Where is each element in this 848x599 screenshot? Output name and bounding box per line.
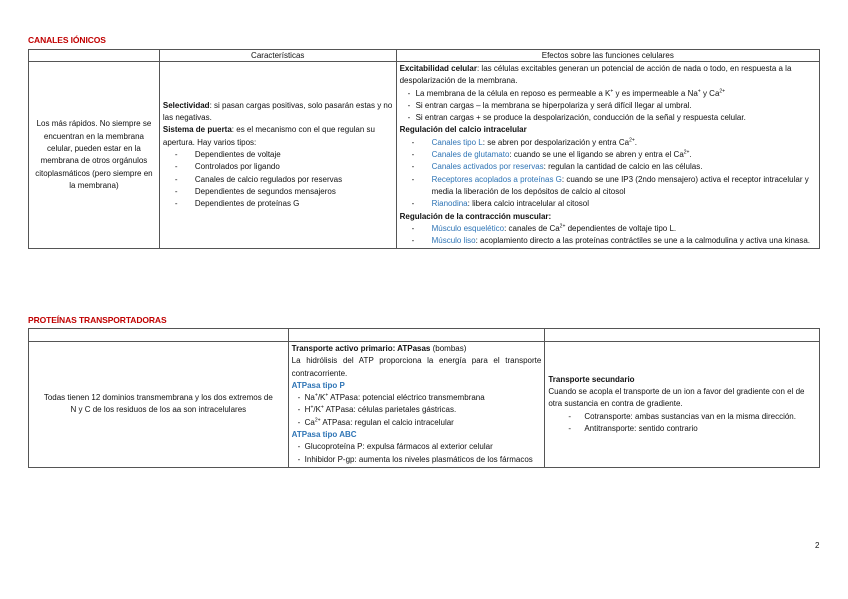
- canales-efectos: Excitabilidad celular: las células excitables generan un potencial de acción de nada o todo, en respuesta a la despolarización de la membrana. - La membrana de la célula en reposo es permeable a K+ y es impermeable a Na+ y $Ca^{2+}$ - Si entran cargas – la membrana se hiperpolariza y será difícil llegar al umbral. - Si entran cargas + se produce la despolarización, conducción de la señal y respuesta celular. Regulación del calcio intracelular - Canales tipo L: se abren por despolarización y entra $Ca^{2+}$. - Canales de glutamato: cuando se une el ligando se abren y entra el $Ca^{2+}$. - Canales activados por reservas: regulan la cantidad de calcio en las células. - Receptores acoplados a proteínas G: cuando se une IP3 (2ndo mensajero) activa el receptor intracelular y media la liberación de los depósitos de calcio al citosol - Rianodina: libera calcio intracelular al citosol Regulación de la contracción muscular: - Músculo esquelético: canales de $Ca^{2+}$ dependientes de voltaje tipo L. - Músculo liso: acoplamiento directo a las proteínas contráctiles se une a la calmodulina y activa una kinasa.: [396, 62, 819, 249]
- header-row: [29, 50, 820, 62]
- list-item: - Dependientes de voltaje: [163, 149, 393, 161]
- atpasa-abc-label: ATPasa tipo ABC: [291, 430, 357, 440]
- transporte-primario: Transporte activo primario: ATPasas (bombas) La hidrólisis del ATP proporciona la energía para el transporte contracorriente. ATPasa tipo P - Na+/K+ ATPasa: potencial eléctrico transmembrana - H+/K+ ATPasa: células parietales gástricas. - $Ca^{2+}$ ATPasa: regulan el calcio intracelular ATPasa tipo ABC - Glucoproteína P: expulsa fármacos al exterior celular - Inhibidor P-gp: aumenta los niveles plasmáticos de los fármacos: [288, 342, 545, 468]
- puerta-types-list: [163, 149, 393, 210]
- header-empty: [29, 329, 289, 342]
- canales-row: [29, 62, 820, 249]
- list-item: - Músculo esquelético: canales de $Ca^{2+}$ dependientes de voltaje tipo L.: [400, 223, 816, 235]
- atpasa-abc-list: [292, 441, 542, 466]
- header-efectos: Efectos sobre las funciones celulares: [396, 50, 819, 62]
- list-item: - La membrana de la célula en reposo es permeable a K+ y es impermeable a Na+ y $Ca^{2+}$: [400, 88, 816, 100]
- list-item: - Na+/K+ ATPasa: potencial eléctrico transmembrana: [292, 392, 542, 404]
- excitabilidad-label: Excitabilidad celular: [399, 64, 477, 73]
- proteinas-description: Todas tienen 12 dominios transmembrana y los dos extremos de N y C de los residuos de los aa son intracelulares: [29, 342, 289, 468]
- primario-intro: La hidrólisis del ATP proporciona la energía para el transporte contracorriente.: [291, 356, 542, 378]
- list-item: - H+/K+ ATPasa: células parietales gástricas.: [292, 404, 542, 416]
- canales-caracteristicas: [159, 62, 396, 249]
- list-item: - Si entran cargas + se produce la despolarización, conducción de la señal y respuesta celular.: [400, 112, 816, 124]
- selectividad-text: : si pasan cargas positivas, solo pasarán estas y no las negativas.: [162, 100, 393, 123]
- calcio-label: Regulación del calcio intracelular: [399, 125, 527, 135]
- proteinas-table: [28, 328, 820, 468]
- excitabilidad-list: [400, 88, 816, 125]
- canales-description: Los más rápidos. No siempre se encuentran en la membrana celular, pueden estar en la membrana de otros orgánulos citoplasmáticos (pero siempre en la membrana): [29, 62, 160, 249]
- list-item: - Dependientes de segundos mensajeros: [163, 186, 393, 198]
- header-empty: [288, 329, 545, 342]
- excitabilidad-text: : las células excitables generan un potencial de acción de nada o todo, en respuesta a la despolarización de la membrana.: [399, 64, 792, 86]
- section-title-canales: CANALES IÓNICOS: [28, 35, 106, 45]
- header-row: [29, 329, 820, 342]
- header-empty: [29, 50, 160, 62]
- atpasa-p-label: ATPasa tipo P: [291, 380, 345, 390]
- calcio-list: [400, 137, 816, 211]
- page-number: 2: [815, 541, 820, 550]
- list-item: - Dependientes de proteínas G: [163, 198, 393, 210]
- list-item: - $Ca^{2+}$ ATPasa: regulan el calcio intracelular: [292, 417, 542, 429]
- contraccion-label: Regulación de la contracción muscular: [399, 211, 549, 221]
- list-item: - Glucoproteína P: expulsa fármacos al exterior celular: [292, 441, 542, 453]
- list-item: - Cotransporte: ambas sustancias van en la misma dirección.: [548, 411, 816, 423]
- proteinas-row: [29, 342, 820, 468]
- atpasa-p-list: [292, 392, 542, 429]
- primario-title: Transporte activo primario: ATPasas: [291, 344, 431, 353]
- selectividad-label: Selectividad: [162, 100, 210, 110]
- list-item: - Si entran cargas – la membrana se hiperpolariza y será difícil llegar al umbral.: [400, 100, 816, 112]
- sistema-label: Sistema de puerta: [162, 125, 232, 135]
- list-item: - Receptores acoplados a proteínas G: cuando se une IP3 (2ndo mensajero) activa el receptor intracelular y media la liberación de los depósitos de calcio al citosol: [400, 174, 816, 199]
- list-item: - Rianodina: libera calcio intracelular al citosol: [400, 198, 816, 210]
- list-item: - Antitransporte: sentido contrario: [548, 423, 816, 435]
- header-empty: [545, 329, 820, 342]
- secundario-title: Transporte secundario: [548, 374, 635, 384]
- contraccion-list: [400, 223, 816, 248]
- list-item: - Músculo liso: acoplamiento directo a las proteínas contráctiles se une a la calmodulina y activa una kinasa.: [400, 235, 816, 247]
- canales-table: [28, 49, 820, 249]
- secundario-list: [548, 411, 816, 436]
- section-title-proteinas: PROTEÍNAS TRANSPORTADORAS: [28, 315, 167, 325]
- list-item: - Canales tipo L: se abren por despolarización y entra $Ca^{2+}$.: [400, 137, 816, 149]
- list-item: - Controlados por ligando: [163, 161, 393, 173]
- secundario-text: Cuando se acopla el transporte de un ion a favor del gradiente con el de otra sustancia en contra de gradiente.: [548, 387, 805, 409]
- list-item: - Canales activados por reservas: regulan la cantidad de calcio en las células.: [400, 161, 816, 173]
- list-item: - Canales de glutamato: cuando se une el ligando se abren y entra el $Ca^{2+}$.: [400, 149, 816, 161]
- transporte-secundario: [545, 342, 820, 468]
- list-item: - Canales de calcio regulados por reservas: [163, 174, 393, 186]
- header-caracteristicas: Características: [159, 50, 396, 62]
- sistema-text: : es el mecanismo con el que regulan su apertura. Hay varios tipos:: [162, 125, 375, 147]
- list-item: - Inhibidor P-gp: aumenta los niveles plasmáticos de los fármacos: [292, 454, 542, 466]
